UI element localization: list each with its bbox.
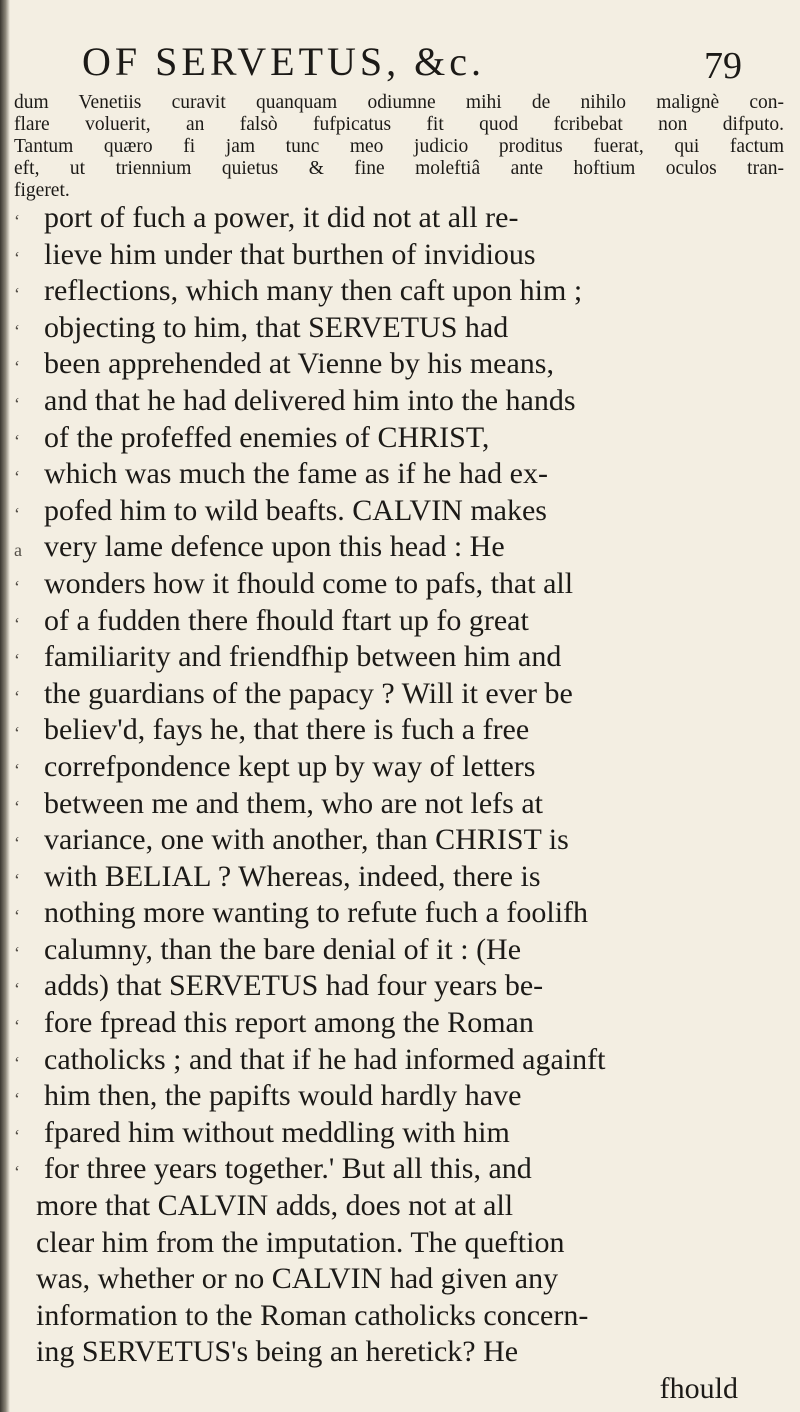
line-text: between me and them, who are not lefs at [44, 786, 543, 820]
text-line [14, 420, 784, 457]
line-text: of a fudden there fhould ftart up fo great [44, 603, 529, 637]
latin-footnote [14, 92, 784, 202]
text-line [14, 200, 784, 237]
quote-mark: ‘ [14, 430, 20, 451]
text-line [14, 529, 784, 566]
quote-mark: ‘ [14, 686, 20, 707]
quote-mark: ‘ [14, 979, 20, 1000]
latin-line: flare voluerit, an falsò fufpicatus fit quod fcribebat non difputo. [14, 114, 784, 135]
line-text: fore fpread this report among the Roman [44, 1006, 534, 1040]
quote-mark: ‘ [14, 503, 20, 524]
quote-mark: ‘ [14, 723, 20, 744]
line-text: was, whether or no CALVIN had given any [36, 1262, 559, 1296]
text-line [14, 493, 784, 530]
text-line [14, 237, 784, 274]
line-text: ing SERVETUS's being an heretick? He [36, 1335, 519, 1369]
line-text: catholicks ; and that if he had informed againft [44, 1042, 606, 1076]
text-line [14, 1261, 784, 1298]
text-line [14, 383, 784, 420]
line-text: pofed him to wild beafts. CALVIN makes [44, 493, 547, 527]
latin-line: dum Venetiis curavit quanquam odiumne mihi de nihilo malignè con- [14, 92, 784, 113]
quote-mark: ‘ [14, 759, 20, 780]
text-line [14, 273, 784, 310]
line-text: him then, the papifts would hardly have [44, 1079, 522, 1113]
text-line [14, 1115, 784, 1152]
line-text: for three years together.' But all this, and [44, 1152, 532, 1186]
text-line [14, 1225, 784, 1262]
quote-mark: ‘ [14, 1125, 20, 1146]
text-line [14, 676, 784, 713]
line-text: believ'd, fays he, that there is fuch a free [44, 713, 530, 747]
quote-mark: ‘ [14, 357, 20, 378]
latin-line: Tantum quæro fi jam tunc meo judicio proditus fuerat, qui factum [14, 136, 784, 157]
text-line [14, 639, 784, 676]
text-line [14, 1188, 784, 1225]
quote-mark: ‘ [14, 1162, 20, 1183]
line-text: information to the Roman catholicks concern- [36, 1298, 589, 1332]
text-line [14, 1078, 784, 1115]
quote-mark: ‘ [14, 467, 20, 488]
line-text: very lame defence upon this head : He [44, 530, 505, 564]
line-text: objecting to him, that SERVETUS had [44, 310, 509, 344]
line-text: correfpondence kept up by way of letters [44, 749, 536, 783]
text-line [14, 1151, 784, 1188]
quote-mark: ‘ [14, 284, 20, 305]
line-text: which was much the fame as if he had ex- [44, 457, 548, 491]
line-text: port of fuch a power, it did not at all re- [44, 201, 519, 234]
catchword: fhould [659, 1372, 738, 1405]
quote-mark: a [14, 540, 22, 561]
line-text: been apprehended at Vienne by his means, [44, 347, 554, 381]
quote-mark: ‘ [14, 393, 20, 414]
text-line [14, 1042, 784, 1079]
line-text: wonders how it fhould come to pafs, that all [44, 566, 574, 600]
text-line [14, 1298, 784, 1335]
quote-mark: ‘ [14, 906, 20, 927]
latin-line: eft, ut triennium quietus & fine moleftiâ ante hoftium oculos tran- [14, 158, 784, 179]
page-binding-shadow [0, 0, 10, 1412]
page-header [82, 38, 742, 87]
quote-mark: ‘ [14, 1052, 20, 1073]
line-text: clear him from the imputation. The queftion [36, 1225, 565, 1259]
text-line [14, 1334, 784, 1371]
text-line [14, 968, 784, 1005]
quote-mark: ‘ [14, 1089, 20, 1110]
quote-mark: ‘ [14, 247, 20, 268]
text-line [14, 310, 784, 347]
text-line [14, 456, 784, 493]
line-text: with BELIAL ? Whereas, indeed, there is [44, 859, 541, 893]
quote-mark: ‘ [14, 576, 20, 597]
running-title: OF SERVETUS, &c. [82, 39, 486, 84]
quote-mark: ‘ [14, 650, 20, 671]
page-number: 79 [704, 45, 742, 87]
quote-mark: ‘ [14, 1016, 20, 1037]
text-line [14, 566, 784, 603]
text-line [14, 346, 784, 383]
line-text: fpared him without meddling with him [44, 1115, 510, 1149]
text-line [14, 603, 784, 640]
latin-line: figeret. [14, 180, 70, 201]
line-text: lieve him under that burthen of invidious [44, 237, 536, 271]
main-body-text [14, 200, 784, 1408]
quote-mark: ‘ [14, 833, 20, 854]
line-text: variance, one with another, than CHRIST is [44, 823, 569, 857]
quote-mark: ‘ [14, 211, 20, 231]
text-line [14, 859, 784, 896]
quote-mark: ‘ [14, 869, 20, 890]
text-line [14, 749, 784, 786]
text-line [14, 712, 784, 749]
text-line [14, 895, 784, 932]
text-line [14, 932, 784, 969]
line-text: the guardians of the papacy ? Will it ever be [44, 676, 573, 710]
line-text: reflections, which many then caft upon him ; [44, 274, 583, 308]
line-text: calumny, than the bare denial of it : (He [44, 932, 522, 966]
line-text: familiarity and friendfhip between him and [44, 640, 562, 674]
text-line [14, 786, 784, 823]
quote-mark: ‘ [14, 613, 20, 634]
text-line [14, 822, 784, 859]
line-text: and that he had delivered him into the hands [44, 383, 576, 417]
line-text: nothing more wanting to refute fuch a foolifh [44, 896, 589, 930]
line-text: of the profeffed enemies of CHRIST, [44, 420, 490, 454]
catchword-line [14, 1371, 784, 1408]
quote-mark: ‘ [14, 796, 20, 817]
line-text: more that CALVIN adds, does not at all [36, 1189, 514, 1223]
line-text: adds) that SERVETUS had four years be- [44, 969, 544, 1003]
quote-mark: ‘ [14, 320, 20, 341]
text-line [14, 1005, 784, 1042]
quote-mark: ‘ [14, 942, 20, 963]
